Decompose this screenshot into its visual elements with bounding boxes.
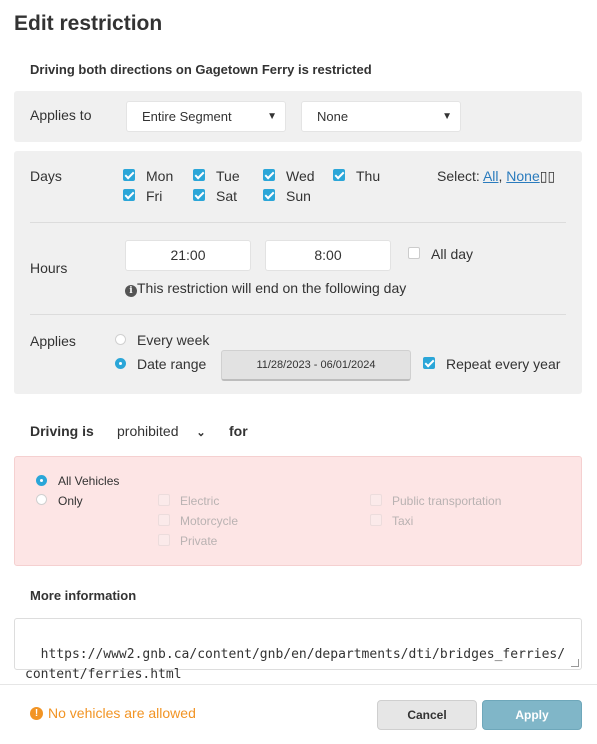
restriction-subtitle: Driving both directions on Gagetown Ferry is restricted	[30, 62, 372, 77]
alert-icon: !	[30, 707, 43, 720]
hours-label: Hours	[30, 260, 68, 276]
day-checkbox-sat[interactable]	[193, 189, 205, 201]
lane-select-value: None	[317, 109, 349, 124]
lane-select[interactable]	[301, 101, 461, 132]
hours-note	[125, 280, 406, 297]
day-checkbox-sun[interactable]	[263, 189, 275, 201]
vehicle-label-public-transportation: Public transportation	[392, 494, 502, 508]
day-checkbox-thu[interactable]	[333, 169, 345, 181]
date-range-radio[interactable]	[115, 358, 126, 369]
applies-label: Applies	[30, 333, 76, 349]
vehicle-label-motorcycle: Motorcycle	[180, 514, 239, 528]
footer-divider	[0, 684, 597, 685]
date-range-label: Date range	[137, 356, 207, 372]
apply-button[interactable]: Apply	[482, 700, 582, 730]
only-label: Only	[58, 494, 83, 508]
hours-to-input[interactable]: 8:00	[265, 240, 391, 271]
vehicle-checkbox-electric[interactable]	[158, 494, 170, 506]
schedule-panel	[14, 151, 582, 394]
day-select-shortcuts	[437, 168, 555, 185]
days-label: Days	[30, 168, 62, 184]
vehicle-label-electric: Electric	[180, 494, 220, 508]
chevron-down-icon: ▼	[442, 111, 452, 122]
driving-mode-value: prohibited	[117, 423, 179, 439]
segment-select[interactable]	[126, 101, 286, 132]
driving-is-label: Driving is	[30, 423, 94, 439]
vehicle-label-taxi: Taxi	[392, 514, 414, 528]
more-information-label: More information	[30, 588, 137, 603]
vehicle-checkbox-public-transportation[interactable]	[370, 494, 382, 506]
day-label-wed: Wed	[286, 168, 315, 184]
all-day-label: All day	[431, 246, 474, 262]
select-separator: ,	[498, 168, 507, 184]
select-label: Select:	[437, 168, 480, 184]
select-tail-glyphs: ▯▯	[539, 168, 556, 184]
select-none-link[interactable]: None	[506, 168, 540, 184]
all-vehicles-radio[interactable]	[36, 475, 47, 486]
day-label-fri: Fri	[146, 188, 163, 204]
for-label: for	[229, 423, 248, 439]
vehicle-checkbox-motorcycle[interactable]	[158, 514, 170, 526]
repeat-every-year-label: Repeat every year	[446, 356, 561, 372]
day-checkbox-tue[interactable]	[193, 169, 205, 181]
applies-to-panel	[14, 91, 582, 142]
dialog-title: Edit restriction	[14, 12, 163, 35]
driving-mode-select[interactable]	[117, 423, 206, 439]
all-vehicles-label: All Vehicles	[58, 474, 120, 488]
info-icon: i	[125, 285, 137, 297]
day-checkbox-wed[interactable]	[263, 169, 275, 181]
hours-from-input[interactable]: 21:00	[125, 240, 251, 271]
day-checkbox-fri[interactable]	[123, 189, 135, 201]
more-information-value: https://www2.gnb.ca/content/gnb/en/departments/dti/bridges_ferries/content/ferries.html	[25, 647, 566, 682]
every-week-radio[interactable]	[115, 334, 126, 345]
applies-to-label: Applies to	[30, 107, 92, 123]
more-information-textarea[interactable]	[14, 618, 582, 682]
every-week-label: Every week	[137, 332, 210, 348]
repeat-every-year-checkbox[interactable]	[423, 357, 435, 369]
vehicle-label-private: Private	[180, 534, 218, 548]
chevron-down-icon: ▼	[267, 111, 277, 122]
select-all-link[interactable]: All	[482, 168, 499, 184]
only-radio[interactable]	[36, 494, 47, 505]
warning-message: No vehicles are allowed	[48, 705, 196, 721]
vehicle-checkbox-taxi[interactable]	[370, 514, 382, 526]
resize-handle-icon[interactable]	[571, 659, 579, 667]
day-label-mon: Mon	[146, 168, 174, 184]
vehicles-panel	[14, 456, 582, 566]
date-range-picker[interactable]: 11/28/2023 - 06/01/2024	[221, 350, 411, 381]
vehicle-checkbox-private[interactable]	[158, 534, 170, 546]
cancel-button[interactable]: Cancel	[377, 700, 477, 730]
day-label-sun: Sun	[286, 188, 311, 204]
divider	[30, 222, 566, 223]
divider	[30, 314, 566, 315]
day-checkbox-mon[interactable]	[123, 169, 135, 181]
segment-select-value: Entire Segment	[142, 109, 232, 124]
chevron-down-icon: ⌄	[196, 427, 206, 439]
day-label-thu: Thu	[356, 168, 381, 184]
hours-note-text: This restriction will end on the following day	[137, 280, 407, 296]
day-label-sat: Sat	[216, 188, 238, 204]
all-day-checkbox[interactable]	[408, 247, 420, 259]
day-label-tue: Tue	[216, 168, 240, 184]
